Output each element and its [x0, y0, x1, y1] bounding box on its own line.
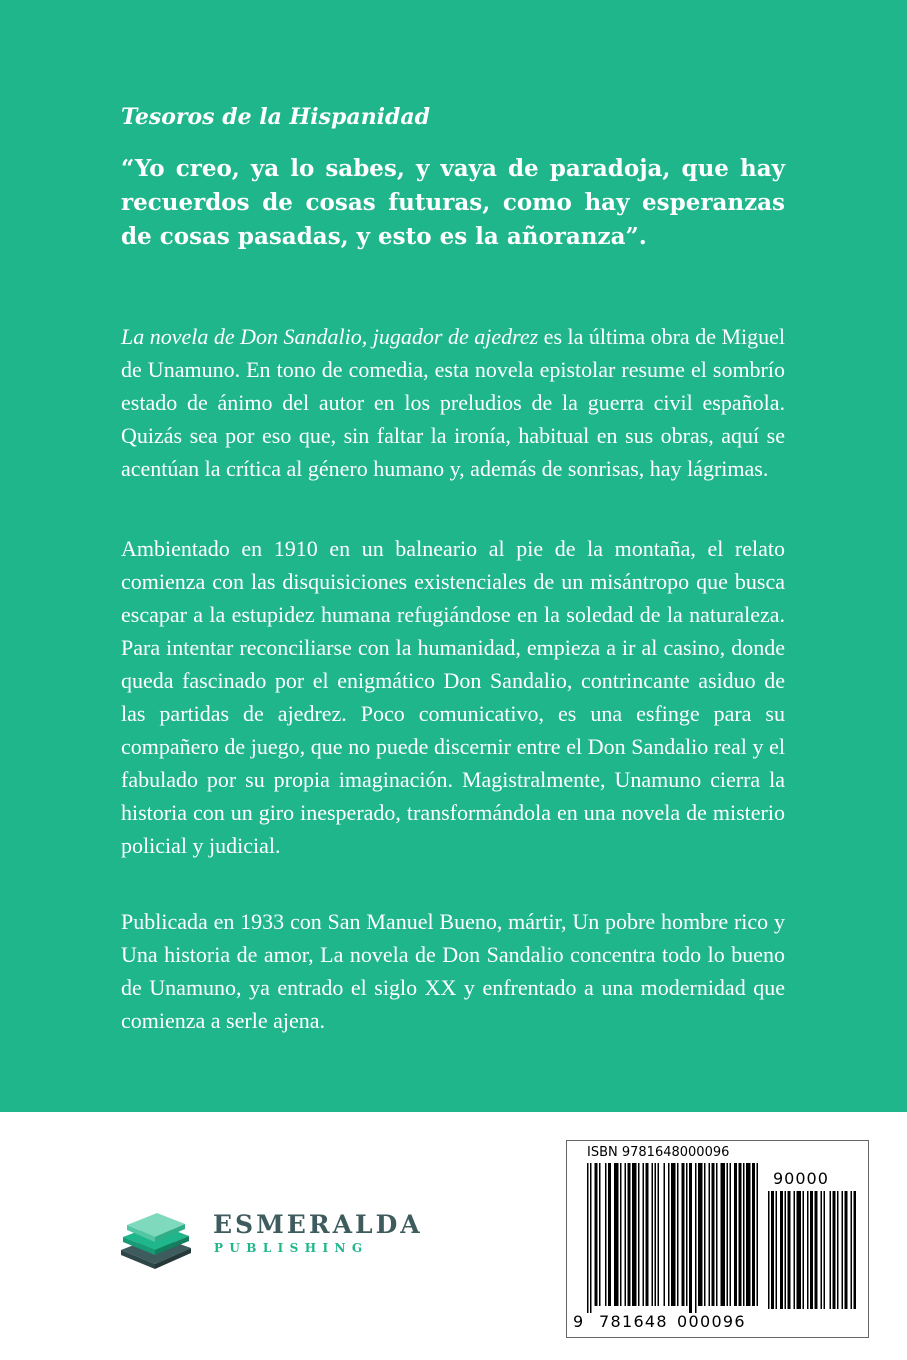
barcode-bar	[599, 1163, 601, 1306]
barcode-bar	[734, 1163, 737, 1306]
barcode-bar	[854, 1191, 857, 1309]
barcode-bar	[837, 1191, 839, 1309]
barcode-bar	[689, 1163, 692, 1313]
barcode-bar	[671, 1163, 676, 1306]
barcode-bar	[698, 1163, 703, 1306]
barcode-bar	[797, 1191, 802, 1309]
barcode-bar	[695, 1163, 697, 1313]
isbn-barcode	[566, 1140, 869, 1338]
barcode-bar	[757, 1163, 759, 1306]
barcode-bar	[815, 1191, 818, 1309]
barcode-bar	[730, 1163, 732, 1306]
barcode-addon-number: 90000	[773, 1169, 829, 1188]
barcode-bar	[643, 1163, 645, 1306]
barcode-bar	[845, 1191, 848, 1309]
isbn-label: ISBN 9781648000096	[587, 1145, 730, 1160]
barcode-bar	[739, 1163, 742, 1306]
barcode-bar	[632, 1163, 637, 1306]
barcode-bar	[788, 1191, 791, 1309]
barcode-bar	[780, 1191, 783, 1309]
barcode-bar	[625, 1163, 627, 1306]
barcode-bar	[810, 1191, 813, 1309]
barcode-bar	[771, 1191, 774, 1309]
barcode-bar	[824, 1191, 826, 1309]
barcode-bar	[830, 1191, 832, 1309]
barcode-bar	[752, 1163, 755, 1306]
barcode-bar	[655, 1163, 657, 1306]
barcode-main-bars	[587, 1163, 759, 1313]
barcode-bar	[677, 1163, 679, 1306]
barcode-bar	[658, 1163, 660, 1306]
synopsis-paragraph-1	[121, 320, 785, 485]
barcode-bar	[605, 1163, 607, 1306]
synopsis-paragraph-1-text: es la última obra de Miguel de Unamuno. En tono de comedia, esta novela epistolar resume el sombrío estado de ánimo del autor en los preludios de la guerra civil española. Quizás sea por eso que, sin faltar la ironía, habitual en sus obras, aquí se acentúan la crítica al género humano y, además de sonrisas, hay lágrimas.	[121, 324, 786, 481]
barcode-bar	[682, 1163, 685, 1306]
publisher-subtitle: PUBLISHING	[214, 1241, 369, 1255]
barcode-bar	[721, 1163, 726, 1306]
book-title: La novela de Don Sandalio, jugador de ajedrez	[121, 324, 539, 349]
stacked-books-icon	[117, 1206, 197, 1272]
barcode-bar	[776, 1191, 778, 1309]
barcode-bar	[833, 1191, 836, 1309]
epigraph-quote: “Yo creo, ya lo sabes, y vaya de paradoja, que hay recuerdos de cosas futuras, como hay esperanzas de cosas pasadas, y esto es la añoranza”.	[121, 155, 785, 250]
barcode-bar	[746, 1163, 751, 1306]
barcode-bar	[628, 1163, 631, 1306]
barcode-bar	[842, 1191, 844, 1309]
barcode-bar	[727, 1163, 729, 1306]
barcode-bar	[851, 1191, 853, 1309]
barcode-bar	[587, 1163, 589, 1313]
series-title: Tesoros de la Hispanidad	[121, 104, 431, 130]
barcode-bar	[686, 1163, 688, 1306]
barcode-digits-right: 000096	[677, 1312, 746, 1331]
barcode-bar	[638, 1163, 640, 1306]
barcode-bar	[807, 1191, 809, 1309]
barcode-bar	[704, 1163, 706, 1306]
barcode-bar	[595, 1163, 598, 1306]
barcode-bar	[590, 1163, 592, 1313]
barcode-bar	[652, 1163, 654, 1306]
barcode-digits-left: 781648	[599, 1312, 668, 1331]
publisher-logo	[117, 1206, 423, 1272]
barcode-bar	[821, 1191, 823, 1309]
barcode-bar	[664, 1163, 666, 1306]
barcode-bar	[712, 1163, 715, 1306]
barcode-bar	[743, 1163, 745, 1306]
barcode-bar	[620, 1163, 622, 1306]
barcode-bar	[785, 1191, 787, 1309]
barcode-bar	[668, 1163, 670, 1306]
barcode-bar	[608, 1163, 611, 1306]
barcode-bar	[709, 1163, 711, 1306]
barcode-addon-bars	[768, 1191, 856, 1311]
barcode-bar	[803, 1191, 805, 1309]
barcode-bar	[794, 1191, 796, 1309]
synopsis-paragraph-2: Ambientado en 1910 en un balneario al pie de la montaña, el relato comienza con las disquisiciones existenciales de un misántropo que busca escapar a la estupidez humana refugiándose en la soledad de la naturaleza. Para intentar reconciliarse con la humanidad, empieza a ir al casino, donde queda fascinado por el enigmático Don Sandalio, contrincante asiduo de las partidas de ajedrez. Poco comunicativo, es una esfinge para su compañero de juego, que no puede discernir entre el Don Sandalio real y el fabulado por su propia imaginación. Magistralmente, Unamuno cierra la historia con un giro inesperado, transformándola en una novela de misterio policial y judicial.	[121, 536, 785, 858]
barcode-bar	[768, 1191, 770, 1309]
barcode-bar	[716, 1163, 718, 1306]
synopsis-paragraph-3: Publicada en 1933 con San Manuel Bueno, mártir, Un pobre hombre rico y Una historia de amor, La novela de Don Sandalio concentra todo lo bueno de Unamuno, ya entrado el siglo XX y enfrentado a una modernidad que comienza a serle ajena.	[121, 909, 785, 1033]
barcode-bar	[614, 1163, 619, 1306]
barcode-digit-lead: 9	[573, 1312, 584, 1331]
publisher-name: ESMERALDA	[213, 1210, 423, 1239]
barcode-bar	[646, 1163, 649, 1306]
